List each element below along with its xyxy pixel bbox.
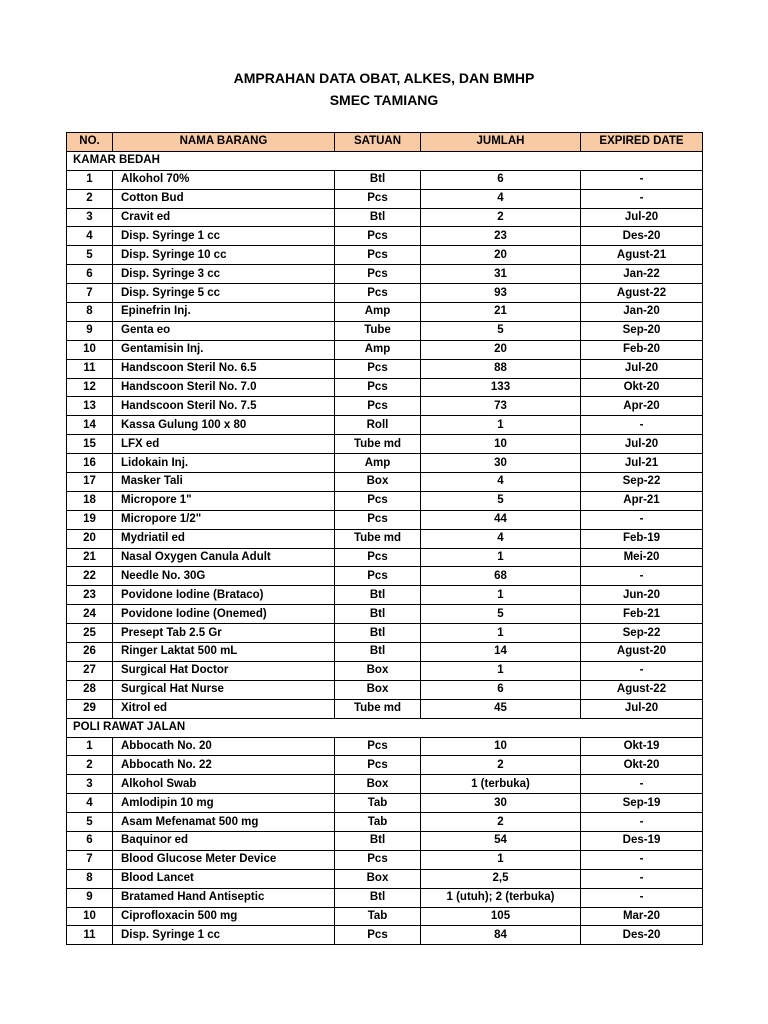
- table-row: [67, 888, 703, 907]
- cell-satuan: Pcs: [335, 567, 421, 586]
- table-row: [67, 246, 703, 265]
- cell-jumlah: 93: [421, 284, 581, 303]
- cell-jumlah: 2: [421, 813, 581, 832]
- cell-nama-barang: Bratamed Hand Antiseptic: [113, 888, 335, 907]
- cell-jumlah: 4: [421, 529, 581, 548]
- cell-no: 22: [67, 567, 113, 586]
- table-row: [67, 473, 703, 492]
- cell-expired-date: Apr-20: [581, 397, 703, 416]
- cell-no: 24: [67, 605, 113, 624]
- cell-jumlah: 5: [421, 321, 581, 340]
- cell-nama-barang: Handscoon Steril No. 6.5: [113, 359, 335, 378]
- table-row: [67, 926, 703, 945]
- cell-nama-barang: Genta eo: [113, 321, 335, 340]
- cell-satuan: Btl: [335, 605, 421, 624]
- table-body: [67, 151, 703, 944]
- cell-no: 4: [67, 794, 113, 813]
- cell-satuan: Pcs: [335, 737, 421, 756]
- cell-satuan: Amp: [335, 340, 421, 359]
- cell-satuan: Pcs: [335, 926, 421, 945]
- cell-expired-date: -: [581, 775, 703, 794]
- cell-expired-date: Agust-22: [581, 680, 703, 699]
- cell-jumlah: 54: [421, 831, 581, 850]
- cell-jumlah: 73: [421, 397, 581, 416]
- cell-no: 20: [67, 529, 113, 548]
- cell-expired-date: Feb-20: [581, 340, 703, 359]
- cell-jumlah: 105: [421, 907, 581, 926]
- cell-jumlah: 84: [421, 926, 581, 945]
- cell-nama-barang: Needle No. 30G: [113, 567, 335, 586]
- table-row: [67, 586, 703, 605]
- cell-nama-barang: Gentamisin Inj.: [113, 340, 335, 359]
- section-row: [67, 151, 703, 170]
- cell-nama-barang: Ringer Laktat 500 mL: [113, 643, 335, 662]
- cell-nama-barang: Micropore 1/2": [113, 510, 335, 529]
- table-row: [67, 416, 703, 435]
- cell-jumlah: 44: [421, 510, 581, 529]
- cell-jumlah: 2: [421, 756, 581, 775]
- item-table: [66, 132, 703, 945]
- cell-nama-barang: Asam Mefenamat 500 mg: [113, 813, 335, 832]
- cell-nama-barang: Micropore 1": [113, 491, 335, 510]
- cell-expired-date: Okt-20: [581, 378, 703, 397]
- cell-no: 10: [67, 907, 113, 926]
- cell-expired-date: Agust-20: [581, 643, 703, 662]
- cell-nama-barang: Blood Glucose Meter Device: [113, 850, 335, 869]
- table-row: [67, 265, 703, 284]
- cell-expired-date: Jan-20: [581, 303, 703, 322]
- column-header-no: NO.: [67, 133, 113, 152]
- cell-expired-date: Okt-19: [581, 737, 703, 756]
- cell-nama-barang: Disp. Syringe 5 cc: [113, 284, 335, 303]
- cell-nama-barang: Alkohol 70%: [113, 170, 335, 189]
- table-header-row: [67, 133, 703, 152]
- cell-no: 6: [67, 265, 113, 284]
- cell-expired-date: Agust-21: [581, 246, 703, 265]
- table-row: [67, 624, 703, 643]
- cell-nama-barang: Kassa Gulung 100 x 80: [113, 416, 335, 435]
- cell-no: 27: [67, 661, 113, 680]
- cell-expired-date: Sep-22: [581, 624, 703, 643]
- table-row: [67, 510, 703, 529]
- cell-nama-barang: LFX ed: [113, 435, 335, 454]
- cell-no: 19: [67, 510, 113, 529]
- cell-jumlah: 23: [421, 227, 581, 246]
- cell-no: 6: [67, 831, 113, 850]
- cell-no: 26: [67, 643, 113, 662]
- cell-no: 15: [67, 435, 113, 454]
- cell-no: 13: [67, 397, 113, 416]
- cell-nama-barang: Disp. Syringe 1 cc: [113, 926, 335, 945]
- cell-expired-date: -: [581, 888, 703, 907]
- cell-jumlah: 4: [421, 189, 581, 208]
- cell-expired-date: Jun-20: [581, 586, 703, 605]
- table-row: [67, 170, 703, 189]
- cell-expired-date: Mei-20: [581, 548, 703, 567]
- cell-satuan: Pcs: [335, 227, 421, 246]
- cell-no: 11: [67, 359, 113, 378]
- cell-jumlah: 20: [421, 246, 581, 265]
- table-row: [67, 227, 703, 246]
- cell-jumlah: 21: [421, 303, 581, 322]
- table-row: [67, 454, 703, 473]
- cell-jumlah: 4: [421, 473, 581, 492]
- cell-expired-date: Sep-19: [581, 794, 703, 813]
- cell-expired-date: Jan-22: [581, 265, 703, 284]
- table-row: [67, 869, 703, 888]
- cell-jumlah: 1: [421, 548, 581, 567]
- cell-satuan: Box: [335, 775, 421, 794]
- cell-no: 8: [67, 869, 113, 888]
- cell-satuan: Box: [335, 473, 421, 492]
- cell-expired-date: Feb-21: [581, 605, 703, 624]
- cell-nama-barang: Abbocath No. 20: [113, 737, 335, 756]
- cell-expired-date: -: [581, 813, 703, 832]
- cell-jumlah: 14: [421, 643, 581, 662]
- table-row: [67, 303, 703, 322]
- cell-jumlah: 1: [421, 586, 581, 605]
- cell-expired-date: -: [581, 661, 703, 680]
- cell-jumlah: 1 (terbuka): [421, 775, 581, 794]
- cell-expired-date: -: [581, 869, 703, 888]
- table-row: [67, 737, 703, 756]
- cell-jumlah: 20: [421, 340, 581, 359]
- cell-jumlah: 133: [421, 378, 581, 397]
- cell-satuan: Tube: [335, 321, 421, 340]
- cell-satuan: Amp: [335, 454, 421, 473]
- cell-no: 2: [67, 756, 113, 775]
- table-row: [67, 850, 703, 869]
- cell-nama-barang: Mydriatil ed: [113, 529, 335, 548]
- cell-jumlah: 30: [421, 794, 581, 813]
- section-title: KAMAR BEDAH: [67, 151, 703, 170]
- cell-no: 21: [67, 548, 113, 567]
- cell-satuan: Pcs: [335, 510, 421, 529]
- cell-no: 16: [67, 454, 113, 473]
- cell-jumlah: 1: [421, 416, 581, 435]
- cell-jumlah: 5: [421, 491, 581, 510]
- cell-no: 7: [67, 284, 113, 303]
- section-row: [67, 718, 703, 737]
- cell-expired-date: Feb-19: [581, 529, 703, 548]
- cell-jumlah: 1 (utuh); 2 (terbuka): [421, 888, 581, 907]
- cell-expired-date: -: [581, 567, 703, 586]
- cell-jumlah: 30: [421, 454, 581, 473]
- cell-nama-barang: Blood Lancet: [113, 869, 335, 888]
- document-subtitle: SMEC TAMIANG: [329, 92, 439, 108]
- cell-no: 29: [67, 699, 113, 718]
- table-row: [67, 567, 703, 586]
- cell-expired-date: -: [581, 416, 703, 435]
- cell-nama-barang: Amlodipin 10 mg: [113, 794, 335, 813]
- column-header-jumlah: JUMLAH: [421, 133, 581, 152]
- cell-satuan: Pcs: [335, 850, 421, 869]
- cell-expired-date: Apr-21: [581, 491, 703, 510]
- table-row: [67, 756, 703, 775]
- table-row: [67, 435, 703, 454]
- table-row: [67, 208, 703, 227]
- cell-satuan: Pcs: [335, 756, 421, 775]
- cell-satuan: Btl: [335, 170, 421, 189]
- cell-expired-date: Sep-22: [581, 473, 703, 492]
- cell-expired-date: Des-19: [581, 831, 703, 850]
- cell-jumlah: 1: [421, 661, 581, 680]
- cell-jumlah: 68: [421, 567, 581, 586]
- cell-nama-barang: Ciprofloxacin 500 mg: [113, 907, 335, 926]
- cell-nama-barang: Presept Tab 2.5 Gr: [113, 624, 335, 643]
- cell-nama-barang: Povidone Iodine (Onemed): [113, 605, 335, 624]
- table-row: [67, 794, 703, 813]
- section-title: POLI RAWAT JALAN: [67, 718, 703, 737]
- cell-jumlah: 2: [421, 208, 581, 227]
- cell-satuan: Box: [335, 680, 421, 699]
- cell-jumlah: 6: [421, 680, 581, 699]
- cell-expired-date: -: [581, 170, 703, 189]
- cell-expired-date: Jul-20: [581, 359, 703, 378]
- table-row: [67, 548, 703, 567]
- cell-no: 7: [67, 850, 113, 869]
- cell-satuan: Btl: [335, 586, 421, 605]
- cell-expired-date: Mar-20: [581, 907, 703, 926]
- table-row: [67, 284, 703, 303]
- table-row: [67, 378, 703, 397]
- cell-expired-date: -: [581, 189, 703, 208]
- cell-no: 3: [67, 208, 113, 227]
- cell-satuan: Pcs: [335, 491, 421, 510]
- cell-nama-barang: Xitrol ed: [113, 699, 335, 718]
- cell-no: 10: [67, 340, 113, 359]
- cell-satuan: Box: [335, 661, 421, 680]
- cell-expired-date: -: [581, 850, 703, 869]
- table-row: [67, 643, 703, 662]
- cell-no: 12: [67, 378, 113, 397]
- table-row: [67, 491, 703, 510]
- cell-no: 9: [67, 888, 113, 907]
- cell-expired-date: Des-20: [581, 227, 703, 246]
- cell-no: 3: [67, 775, 113, 794]
- cell-nama-barang: Disp. Syringe 3 cc: [113, 265, 335, 284]
- cell-no: 1: [67, 737, 113, 756]
- table-row: [67, 189, 703, 208]
- cell-expired-date: Okt-20: [581, 756, 703, 775]
- table-row: [67, 340, 703, 359]
- cell-satuan: Pcs: [335, 397, 421, 416]
- table-row: [67, 680, 703, 699]
- cell-nama-barang: Alkohol Swab: [113, 775, 335, 794]
- cell-satuan: Tab: [335, 794, 421, 813]
- cell-jumlah: 5: [421, 605, 581, 624]
- cell-satuan: Pcs: [335, 378, 421, 397]
- cell-nama-barang: Handscoon Steril No. 7.5: [113, 397, 335, 416]
- cell-nama-barang: Nasal Oxygen Canula Adult: [113, 548, 335, 567]
- column-header-expired-date: EXPIRED DATE: [581, 133, 703, 152]
- cell-satuan: Btl: [335, 208, 421, 227]
- cell-jumlah: 1: [421, 624, 581, 643]
- cell-jumlah: 31: [421, 265, 581, 284]
- table-row: [67, 831, 703, 850]
- cell-satuan: Btl: [335, 831, 421, 850]
- cell-satuan: Tube md: [335, 435, 421, 454]
- cell-nama-barang: Handscoon Steril No. 7.0: [113, 378, 335, 397]
- cell-nama-barang: Disp. Syringe 10 cc: [113, 246, 335, 265]
- cell-satuan: Tube md: [335, 529, 421, 548]
- cell-nama-barang: Disp. Syringe 1 cc: [113, 227, 335, 246]
- cell-nama-barang: Masker Tali: [113, 473, 335, 492]
- cell-satuan: Tube md: [335, 699, 421, 718]
- table-row: [67, 359, 703, 378]
- cell-no: 5: [67, 246, 113, 265]
- cell-expired-date: Jul-20: [581, 699, 703, 718]
- cell-expired-date: Jul-20: [581, 435, 703, 454]
- cell-no: 11: [67, 926, 113, 945]
- cell-nama-barang: Epinefrin Inj.: [113, 303, 335, 322]
- cell-satuan: Box: [335, 869, 421, 888]
- cell-nama-barang: Abbocath No. 22: [113, 756, 335, 775]
- table-row: [67, 775, 703, 794]
- cell-satuan: Roll: [335, 416, 421, 435]
- cell-nama-barang: Cotton Bud: [113, 189, 335, 208]
- cell-no: 14: [67, 416, 113, 435]
- column-header-satuan: SATUAN: [335, 133, 421, 152]
- cell-satuan: Tab: [335, 907, 421, 926]
- table-row: [67, 529, 703, 548]
- cell-nama-barang: Cravit ed: [113, 208, 335, 227]
- cell-expired-date: Jul-21: [581, 454, 703, 473]
- cell-nama-barang: Surgical Hat Doctor: [113, 661, 335, 680]
- document-title: AMPRAHAN DATA OBAT, ALKES, DAN BMHP: [233, 70, 535, 86]
- table-row: [67, 699, 703, 718]
- cell-jumlah: 6: [421, 170, 581, 189]
- cell-no: 2: [67, 189, 113, 208]
- cell-satuan: Pcs: [335, 548, 421, 567]
- table-row: [67, 397, 703, 416]
- cell-nama-barang: Lidokain Inj.: [113, 454, 335, 473]
- cell-expired-date: Des-20: [581, 926, 703, 945]
- cell-expired-date: Sep-20: [581, 321, 703, 340]
- cell-satuan: Pcs: [335, 284, 421, 303]
- cell-no: 5: [67, 813, 113, 832]
- cell-satuan: Amp: [335, 303, 421, 322]
- cell-satuan: Pcs: [335, 359, 421, 378]
- cell-jumlah: 45: [421, 699, 581, 718]
- cell-jumlah: 10: [421, 435, 581, 454]
- table-row: [67, 605, 703, 624]
- cell-jumlah: 88: [421, 359, 581, 378]
- cell-no: 8: [67, 303, 113, 322]
- cell-no: 28: [67, 680, 113, 699]
- cell-no: 25: [67, 624, 113, 643]
- table-row: [67, 661, 703, 680]
- cell-expired-date: -: [581, 510, 703, 529]
- cell-expired-date: Agust-22: [581, 284, 703, 303]
- cell-no: 4: [67, 227, 113, 246]
- cell-no: 9: [67, 321, 113, 340]
- cell-no: 17: [67, 473, 113, 492]
- cell-no: 18: [67, 491, 113, 510]
- cell-nama-barang: Povidone Iodine (Brataco): [113, 586, 335, 605]
- cell-expired-date: Jul-20: [581, 208, 703, 227]
- cell-no: 23: [67, 586, 113, 605]
- table-row: [67, 813, 703, 832]
- cell-nama-barang: Baquinor ed: [113, 831, 335, 850]
- table-row: [67, 321, 703, 340]
- cell-no: 1: [67, 170, 113, 189]
- cell-satuan: Btl: [335, 624, 421, 643]
- cell-jumlah: 10: [421, 737, 581, 756]
- cell-jumlah: 1: [421, 850, 581, 869]
- cell-satuan: Tab: [335, 813, 421, 832]
- cell-satuan: Pcs: [335, 189, 421, 208]
- column-header-nama-barang: NAMA BARANG: [113, 133, 335, 152]
- table-row: [67, 907, 703, 926]
- cell-satuan: Pcs: [335, 246, 421, 265]
- cell-satuan: Btl: [335, 643, 421, 662]
- cell-jumlah: 2,5: [421, 869, 581, 888]
- cell-satuan: Btl: [335, 888, 421, 907]
- cell-nama-barang: Surgical Hat Nurse: [113, 680, 335, 699]
- cell-satuan: Pcs: [335, 265, 421, 284]
